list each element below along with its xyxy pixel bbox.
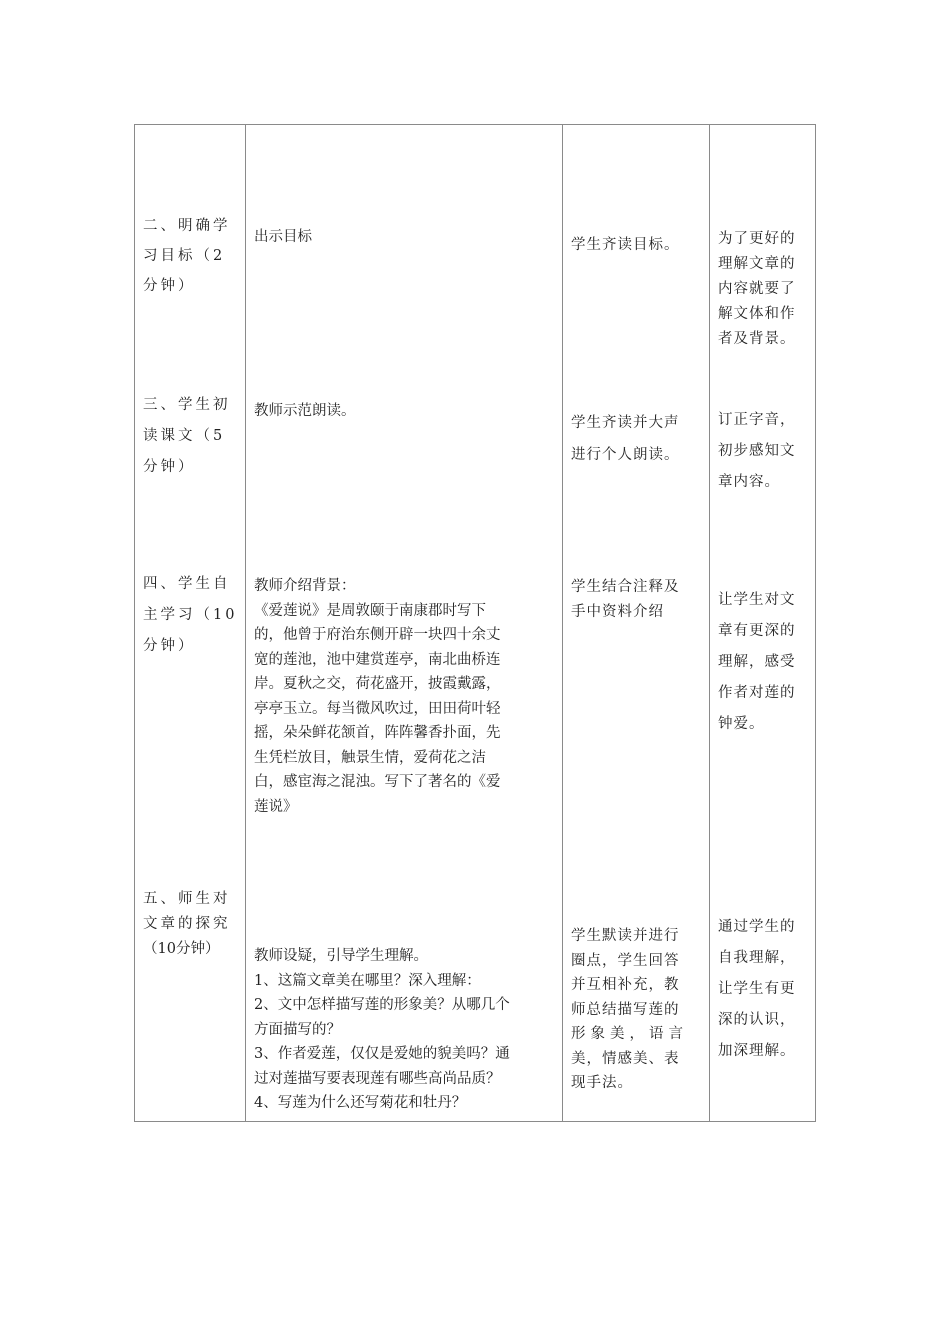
stage-cell: [143, 569, 239, 662]
purpose-text: 解文体和作: [718, 306, 796, 322]
stage-cell: [143, 211, 239, 301]
stage-text: 分钟）: [143, 459, 196, 475]
purpose-text: 者及背景。: [718, 331, 796, 347]
stage-text: 文章的探究: [143, 916, 231, 932]
purpose-text: 理解文章的: [718, 256, 796, 272]
teacher-text: 过对莲描写要表现莲有哪些高尚品质？: [254, 1070, 501, 1087]
purpose-text: 章有更深的: [718, 623, 796, 639]
teacher-text: 教师设疑，引导学生理解。: [254, 948, 428, 964]
purpose-cell: [718, 912, 810, 1067]
student-activity-cell: [571, 575, 703, 625]
student-text: 学生默读并进行: [571, 928, 680, 944]
teacher-text: 1、这篇文章美在哪里？深入理解：: [254, 972, 481, 989]
teacher-text: 莲说》: [254, 798, 298, 815]
stage-text: 四、学生自: [143, 576, 231, 592]
teacher-text: 教师示范朗读。: [254, 403, 356, 419]
stage-text: 分钟）: [143, 278, 196, 294]
purpose-text: 加深理解。: [718, 1043, 796, 1059]
stage-cell: [143, 887, 239, 962]
purpose-text: 让学生对文: [718, 592, 796, 608]
purpose-text: 通过学生的: [718, 919, 796, 935]
student-text: 进行个人朗读。: [571, 447, 680, 463]
table-border-col2: [562, 124, 563, 1122]
teacher-text: 教师介绍背景：: [254, 578, 356, 594]
purpose-text: 初步感知文: [718, 443, 796, 459]
student-text: 师总结描写莲的: [571, 1001, 680, 1018]
teacher-text: 3、作者爱莲，仅仅是爱她的貌美吗？通: [254, 1046, 510, 1062]
table-bottom-border: [134, 1121, 816, 1122]
teacher-text: 4、写莲为什么还写菊花和牡丹？: [254, 1095, 467, 1111]
stage-text: 五、师生对: [143, 891, 231, 907]
stage-cell: [143, 390, 239, 483]
student-text: 美，情感美、表: [571, 1050, 680, 1067]
student-text: 手中资料介绍: [571, 604, 664, 620]
stage-text: 三、学生初: [143, 397, 231, 413]
teacher-text: 摇，朵朵鲜花颔首，阵阵馨香扑面，先: [254, 725, 501, 741]
stage-text: 二、明确学: [143, 218, 231, 234]
student-text: 学生齐读目标。: [571, 237, 680, 253]
teacher-text: 2、文中怎样描写莲的形象美？从哪几个: [254, 997, 510, 1013]
purpose-cell: [718, 585, 810, 740]
purpose-text: 自我理解，: [718, 950, 796, 966]
purpose-text: 钟爱。: [718, 716, 765, 732]
teacher-text: 方面描写的？: [254, 1021, 341, 1038]
purpose-text: 订正字音，: [718, 412, 796, 428]
student-text: 现手法。: [571, 1075, 633, 1091]
teacher-text: 白，感宦海之混浊。写下了著名的《爱: [254, 774, 501, 790]
teacher-text: 生凭栏放目，触景生情，爱荷花之洁: [254, 749, 486, 766]
teacher-activity-cell: [254, 574, 554, 819]
student-activity-cell: [571, 233, 703, 258]
purpose-text: 作者对莲的: [718, 685, 796, 701]
stage-text: 分钟）: [143, 638, 196, 654]
student-text: 学生齐读并大声: [571, 415, 680, 431]
teacher-activity-cell: [254, 944, 554, 1116]
purpose-text: 理解，感受: [718, 654, 796, 670]
table-top-border: [134, 124, 816, 125]
table-border-left: [134, 124, 135, 1122]
stage-text: 习目标（2: [143, 248, 226, 264]
stage-text: 读课文（5: [143, 428, 226, 444]
student-text: 形象美，语言: [571, 1026, 688, 1042]
table-border-right: [815, 124, 816, 1122]
student-text: 并互相补充，教: [571, 977, 680, 993]
purpose-text: 章内容。: [718, 474, 780, 490]
teacher-text: 岸。夏秋之交，荷花盛开，披霞戴露，: [254, 676, 501, 692]
teacher-text: 《爱莲说》是周敦颐于南康郡时写下: [254, 602, 486, 619]
purpose-text: 为了更好的: [718, 231, 796, 247]
student-activity-cell: [571, 407, 703, 471]
student-activity-cell: [571, 924, 703, 1096]
teacher-text: 宽的莲池，池中建赏莲亭，南北曲桥连: [254, 651, 501, 668]
table-border-col1: [245, 124, 246, 1122]
student-text: 学生结合注释及: [571, 579, 680, 595]
teacher-activity-cell: [254, 399, 554, 424]
purpose-text: 让学生有更: [718, 981, 796, 997]
purpose-text: 内容就要了: [718, 281, 796, 297]
purpose-cell: [718, 227, 810, 352]
stage-text: 主学习（10: [143, 607, 238, 623]
table-border-col3: [709, 124, 710, 1122]
teacher-text: 出示目标: [254, 229, 312, 245]
teacher-text: 亭亭玉立。每当微风吹过，田田荷叶轻: [254, 700, 501, 717]
purpose-cell: [718, 405, 810, 498]
teacher-activity-cell: [254, 225, 554, 250]
stage-text: （10分钟）: [143, 941, 220, 957]
purpose-text: 深的认识，: [718, 1012, 796, 1028]
student-text: 圈点，学生回答: [571, 952, 680, 969]
teacher-text: 的，他曾于府治东侧开辟一块四十余丈: [254, 627, 501, 643]
